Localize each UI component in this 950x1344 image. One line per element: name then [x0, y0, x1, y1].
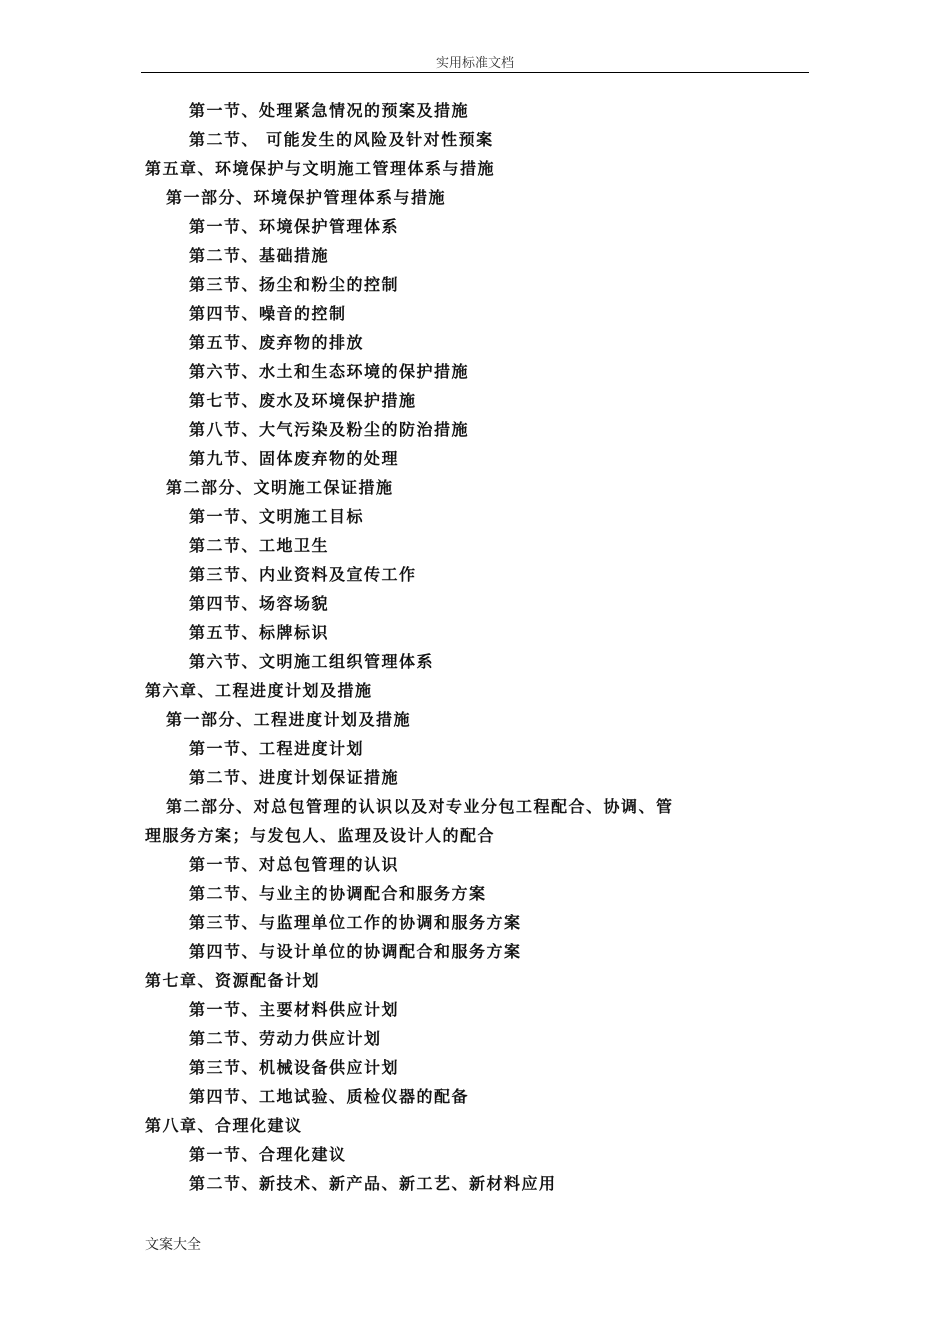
- toc-part: 第一部分、环境保护管理体系与措施: [166, 188, 447, 207]
- toc-section: 第一节、工程进度计划: [189, 739, 365, 758]
- toc-part: 第一部分、工程进度计划及措施: [166, 710, 412, 729]
- toc-section: 第四节、工地试验、质检仪器的配备: [189, 1087, 470, 1106]
- toc-part: 第二部分、对总包管理的认识以及对专业分包工程配合、协调、管: [166, 797, 674, 816]
- toc-section: 第六节、文明施工组织管理体系: [189, 652, 435, 671]
- toc-section: 第一节、合理化建议: [189, 1145, 347, 1164]
- toc-section: 第一节、文明施工目标: [189, 507, 365, 526]
- toc-section: 第二节、 可能发生的风险及针对性预案: [189, 130, 494, 149]
- toc-section: 第二节、新技术、新产品、新工艺、新材料应用: [189, 1174, 557, 1193]
- toc-section: 第七节、废水及环境保护措施: [189, 391, 417, 410]
- toc-section: 第九节、固体废弃物的处理: [189, 449, 400, 468]
- toc-section: 第二节、工地卫生: [189, 536, 330, 555]
- toc-section: 第四节、噪音的控制: [189, 304, 347, 323]
- toc-section: 第四节、与设计单位的协调配合和服务方案: [189, 942, 522, 961]
- toc-section: 第六节、水土和生态环境的保护措施: [189, 362, 470, 381]
- toc-section: 第四节、场容场貌: [189, 594, 330, 613]
- toc-section: 第三节、与监理单位工作的协调和服务方案: [189, 913, 522, 932]
- toc-section: 第三节、机械设备供应计划: [189, 1058, 400, 1077]
- toc-section: 第八节、大气污染及粉尘的防治措施: [189, 420, 470, 439]
- toc-chapter: 第八章、合理化建议: [145, 1116, 303, 1135]
- toc-section: 第一节、环境保护管理体系: [189, 217, 400, 236]
- toc-section: 第一节、处理紧急情况的预案及措施: [189, 101, 470, 120]
- toc-section: 第三节、内业资料及宣传工作: [189, 565, 417, 584]
- toc-section: 第五节、废弃物的排放: [189, 333, 365, 352]
- toc-section: 第二节、进度计划保证措施: [189, 768, 400, 787]
- toc-section: 第五节、标牌标识: [189, 623, 330, 642]
- toc-chapter: 第五章、环境保护与文明施工管理体系与措施: [145, 159, 496, 178]
- toc-section: 第一节、主要材料供应计划: [189, 1000, 400, 1019]
- header-divider: [141, 72, 809, 73]
- page-header-title: 实用标准文档: [435, 56, 514, 71]
- toc-continuation: 理服务方案；与发包人、监理及设计人的配合: [145, 826, 496, 845]
- toc-section: 第三节、扬尘和粉尘的控制: [189, 275, 400, 294]
- toc-section: 第一节、对总包管理的认识: [189, 855, 400, 874]
- toc-part: 第二部分、文明施工保证措施: [166, 478, 394, 497]
- toc-chapter: 第七章、资源配备计划: [145, 971, 321, 990]
- toc-section: 第二节、与业主的协调配合和服务方案: [189, 884, 487, 903]
- page-footer-text: 文案大全: [145, 1237, 201, 1253]
- toc-section: 第二节、劳动力供应计划: [189, 1029, 382, 1048]
- toc-section: 第二节、基础措施: [189, 246, 330, 265]
- toc-chapter: 第六章、工程进度计划及措施: [145, 681, 373, 700]
